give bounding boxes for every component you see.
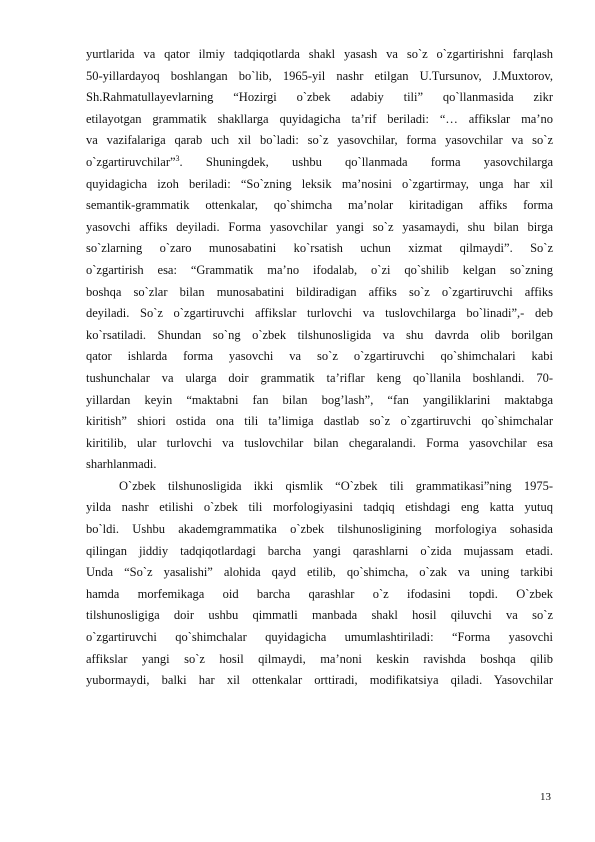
text-line: qilingan jiddiy tadqiqotlardagi barcha yangi qarashlarni o`zida mujassam etadi. — [86, 543, 553, 558]
page-number: 13 — [540, 791, 551, 803]
text-line: ko`rsatiladi. Shundan so`ng o`zbek tilshunosligida va shu davrda olib borilgan — [86, 327, 553, 342]
text-line: quyidagicha izoh beriladi: “So`zning leksik ma’nosini o`zgartirmay, unga har xil — [86, 176, 553, 191]
text-line: kiritish” shiori ostida ona tili ta’limiga dastlab so`z o`zgartiruvchi qo`shimchalar — [86, 414, 553, 429]
text-line: so`zlarning o`zaro munosabatini ko`rsatish uchun xizmat qilmaydi”. So`z — [86, 241, 553, 256]
text-line: va vazifalariga qarab uch xil bo`ladi: so`z yasovchilar, forma yasovchilar va so`z — [86, 133, 553, 148]
text-line: tilshunosligiga doir ushbu qimmatli manbada shakl hosil qiluvchi va so`z — [86, 608, 553, 623]
text-line: affikslar yangi so`z hosil qilmaydi, ma’noni keskin ravishda boshqa qilib — [86, 651, 553, 666]
text-line: yasovchi affiks deyiladi. Forma yasovchilar yangi so`z yasamaydi, shu bilan birga — [86, 219, 553, 234]
text-line: semantik-grammatik ottenkalar, qo`shimcha ma’nolar kiritadigan affiks forma — [86, 198, 553, 213]
text-line: yubormaydi, balki har xil ottenkalar orttiradi, modifikatsiya qiladi. Yasovchilar — [86, 673, 553, 688]
text-segment: o`zgartiruvchilar” — [86, 154, 176, 169]
text-line: o`zgartirish esa: “Grammatik ma’no ifodalab, o`zi qo`shilib kelgan so`zning — [86, 262, 553, 277]
text-line: tushunchalar va ularga doir grammatik ta’riflar keng qo`llanila boshlandi. 70- — [86, 370, 553, 385]
text-line: bo`ldi. Ushbu akademgrammatika o`zbek tilshunosligining morfologiya sohasida — [86, 522, 553, 537]
text-line: qator ishlarda forma yasovchi va so`z o`zgartiruvchi qo`shimchalari kabi — [86, 349, 553, 364]
text-line: yillardan keyin “maktabni fan bilan bog’lash”, “fan yangiliklarini maktabga — [86, 392, 553, 407]
text-line: yilda nashr etilishi o`zbek tili morfologiyasini tadqiq etishdagi eng katta yutuq — [86, 500, 553, 515]
text-segment: . Shuningdek, ushbu qo`llanmada forma yasovchilarga — [179, 154, 553, 169]
text-line: hamda morfemikaga oid barcha qarashlar o`z ifodasini topdi. O`zbek — [86, 586, 553, 601]
text-line: deyiladi. So`z o`zgartiruvchi affikslar turlovchi va tuslovchilarga bo`linadi”,- deb — [86, 306, 553, 321]
paragraph-1 — [86, 44, 553, 476]
footnote-reference[interactable]: 3 — [175, 153, 180, 163]
text-line: kiritilib, ular turlovchi va tuslovchilar bilan chegaralandi. Forma yasovchilar esa — [86, 435, 553, 450]
text-line: yurtlarida va qator ilmiy tadqiqotlarda shakl yasash va so`z o`zgartirishni farqlash — [86, 47, 553, 61]
text-line: Unda “So`z yasalishi” alohida qayd etilib, qo`shimcha, o`zak va uning tarkibi — [86, 565, 553, 580]
text-line: etilayotgan grammatik shakllarga quyidagicha ta’rif beriladi: “… affikslar ma’no — [86, 111, 553, 126]
text-line: Sh.Rahmatullayevlarning “Hozirgi o`zbek adabiy tili” qo`llanmasida zikr — [86, 90, 553, 105]
body-text — [86, 44, 553, 692]
text-line: 50-yillardayoq boshlangan bo`lib, 1965-yil nashr etilgan U.Tursunov, J.Muxtorov, — [86, 68, 553, 83]
paragraph-2 — [86, 476, 553, 692]
text-line: O`zbek tilshunosligida ikki qismlik “O`zbek tili grammatikasi”ning 1975- — [119, 478, 553, 493]
text-line: o`zgartiruvchi qo`shimchalar quyidagicha umumlashtiriladi: “Forma yasovchi — [86, 630, 553, 645]
text-line-with-footnote — [86, 152, 553, 174]
text-line: sharhlanmadi. — [86, 457, 157, 472]
text-line: boshqa so`zlar bilan munosabatini bildiradigan affiks so`z o`zgartiruvchi affiks — [86, 284, 553, 299]
